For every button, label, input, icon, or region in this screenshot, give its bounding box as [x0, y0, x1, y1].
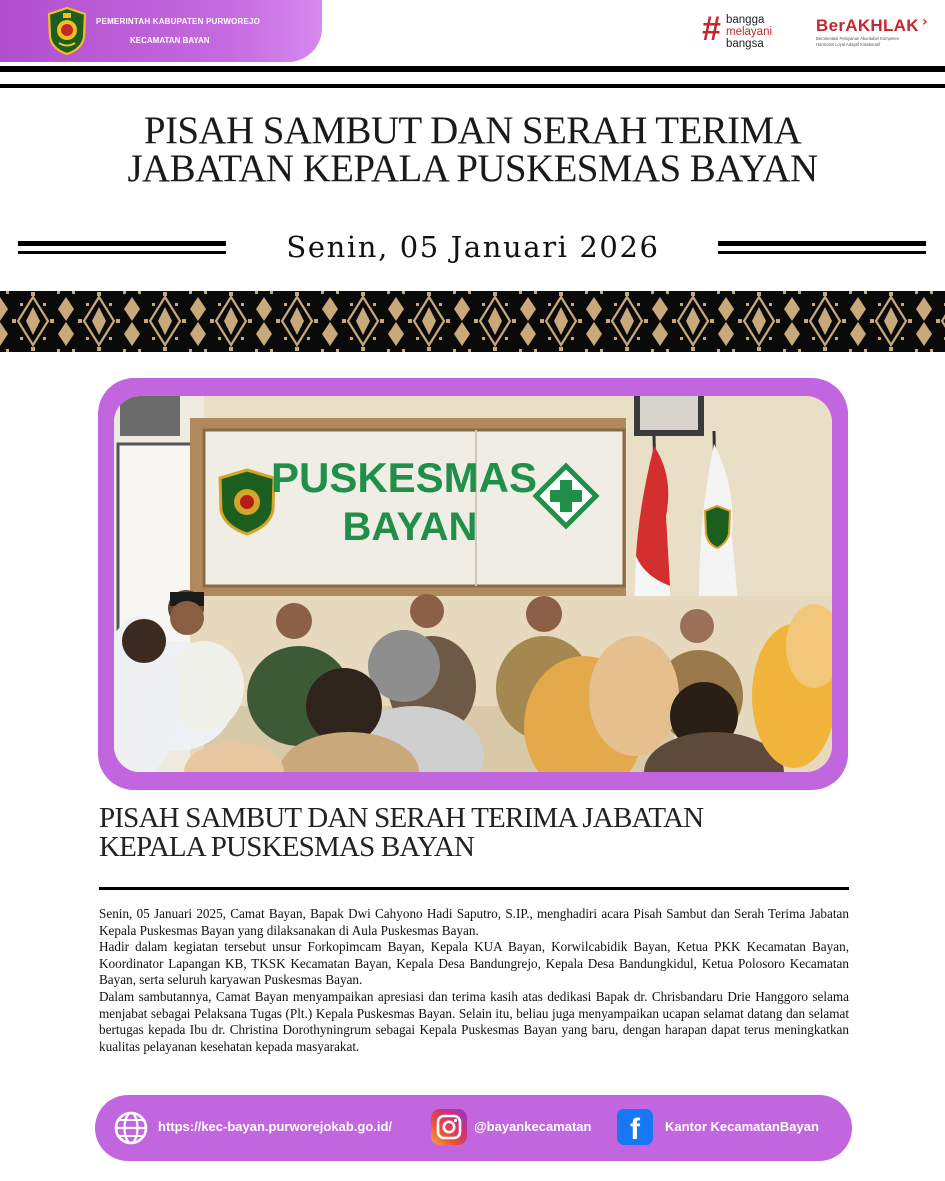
batik-ornament-band — [0, 291, 945, 352]
chevron-icon: › — [922, 14, 928, 30]
bangga-word: bangga — [726, 14, 765, 26]
sign-text-puskesmas: PUSKESMAS — [270, 454, 538, 501]
website-link[interactable]: https://kec-bayan.purworejokab.go.id/ — [158, 1119, 393, 1134]
melayani-word: melayani — [726, 26, 773, 38]
date-bar-left — [18, 241, 226, 256]
event-photo-illustration — [114, 396, 832, 772]
event-photo — [114, 396, 832, 772]
government-name: PEMERINTAH KABUPATEN PURWOREJO — [96, 17, 261, 26]
sign-emblem — [220, 470, 274, 534]
globe-icon — [113, 1110, 149, 1146]
instagram-icon — [431, 1109, 467, 1145]
berakhlak-values-1: Berorientasi Pelayanan Akuntabel Kompeten — [816, 36, 900, 41]
article-title-line-2: KEPALA PUSKESMAS BAYAN — [99, 831, 475, 863]
event-date: Senin, 05 Januari 2026 — [286, 230, 660, 264]
page-title-line-1: PISAH SAMBUT DAN SERAH TERIMA — [143, 109, 802, 152]
instagram-link[interactable]: @bayankecamatan — [474, 1119, 592, 1134]
batik-pattern — [0, 291, 945, 352]
header-badge — [0, 0, 322, 62]
article-paragraph: Hadir dalam kegiatan tersebut unsur Forkopimcam Bayan, Kepala KUA Bayan, Korwilcabidik Bayan, Ketua PKK Kecamatan Bayan, Koordinator Lapangan KB, TKSK Kecamatan Bayan, Kepala Desa Bandungrejo, Kepala Desa Bandungkidul, Ketua Polosoro Kecamatan Bayan, serta seluruh karyawan Puskesmas Bayan. — [99, 939, 849, 988]
hashtag-mark: # — [702, 10, 721, 48]
berakhlak-word: BerAKHLAK — [816, 16, 919, 35]
facebook-icon: f — [617, 1109, 653, 1145]
date-bar-right — [718, 241, 926, 256]
page-title — [0, 109, 945, 190]
article-paragraph: Senin, 05 Januari 2025, Camat Bayan, Bapak Dwi Cahyono Hadi Saputro, S.IP., menghadiri acara Pisah Sambut dan Serah Terima Jabatan Kepala Puskesmas Bayan yang dilaksanakan di Aula Puskesmas Bayan. — [99, 906, 849, 938]
article-divider — [99, 887, 849, 890]
header-divider-thin — [0, 84, 945, 88]
article-title — [99, 804, 859, 862]
district-name: KECAMATAN BAYAN — [130, 36, 210, 45]
bangsa-word: bangsa — [726, 38, 764, 50]
berakhlak-logo — [816, 16, 940, 62]
article-title-line-1: PISAH SAMBUT DAN SERAH TERIMA JABATAN — [99, 802, 704, 834]
header-divider-thick — [0, 66, 945, 72]
article-body — [99, 906, 849, 1055]
bangga-melayani-bangsa-logo — [702, 12, 792, 52]
article-paragraph: Dalam sambutannya, Camat Bayan menyampaikan apresiasi dan terima kasih atas dedikasi Bapak dr. Chrisbandaru Drie Hanggoro selama menjabat sebagai Pelaksana Tugas (Plt.) Kepala Puskesmas Bayan. Selain itu, beliau juga menyampaikan ucapan selamat datang dan selamat bertugas kepada Ibu dr. Christina Dorothyningrum sebagai Kepala Puskesmas Bayan yang baru, dengan harapan dapat terus meningkatkan kualitas pelayanan kesehatan kepada masyarakat. — [99, 988, 849, 1054]
footer-contact-bar — [95, 1095, 852, 1161]
berakhlak-values-2: Harmonis Loyal Adaptif Kolaboratif — [816, 42, 881, 47]
page-title-line-2: JABATAN KEPALA PUSKESMAS BAYAN — [127, 147, 818, 190]
facebook-link[interactable]: Kantor KecamatanBayan — [665, 1119, 819, 1134]
regency-emblem-logo — [46, 7, 88, 55]
sign-text-bayan: BAYAN — [342, 505, 478, 549]
